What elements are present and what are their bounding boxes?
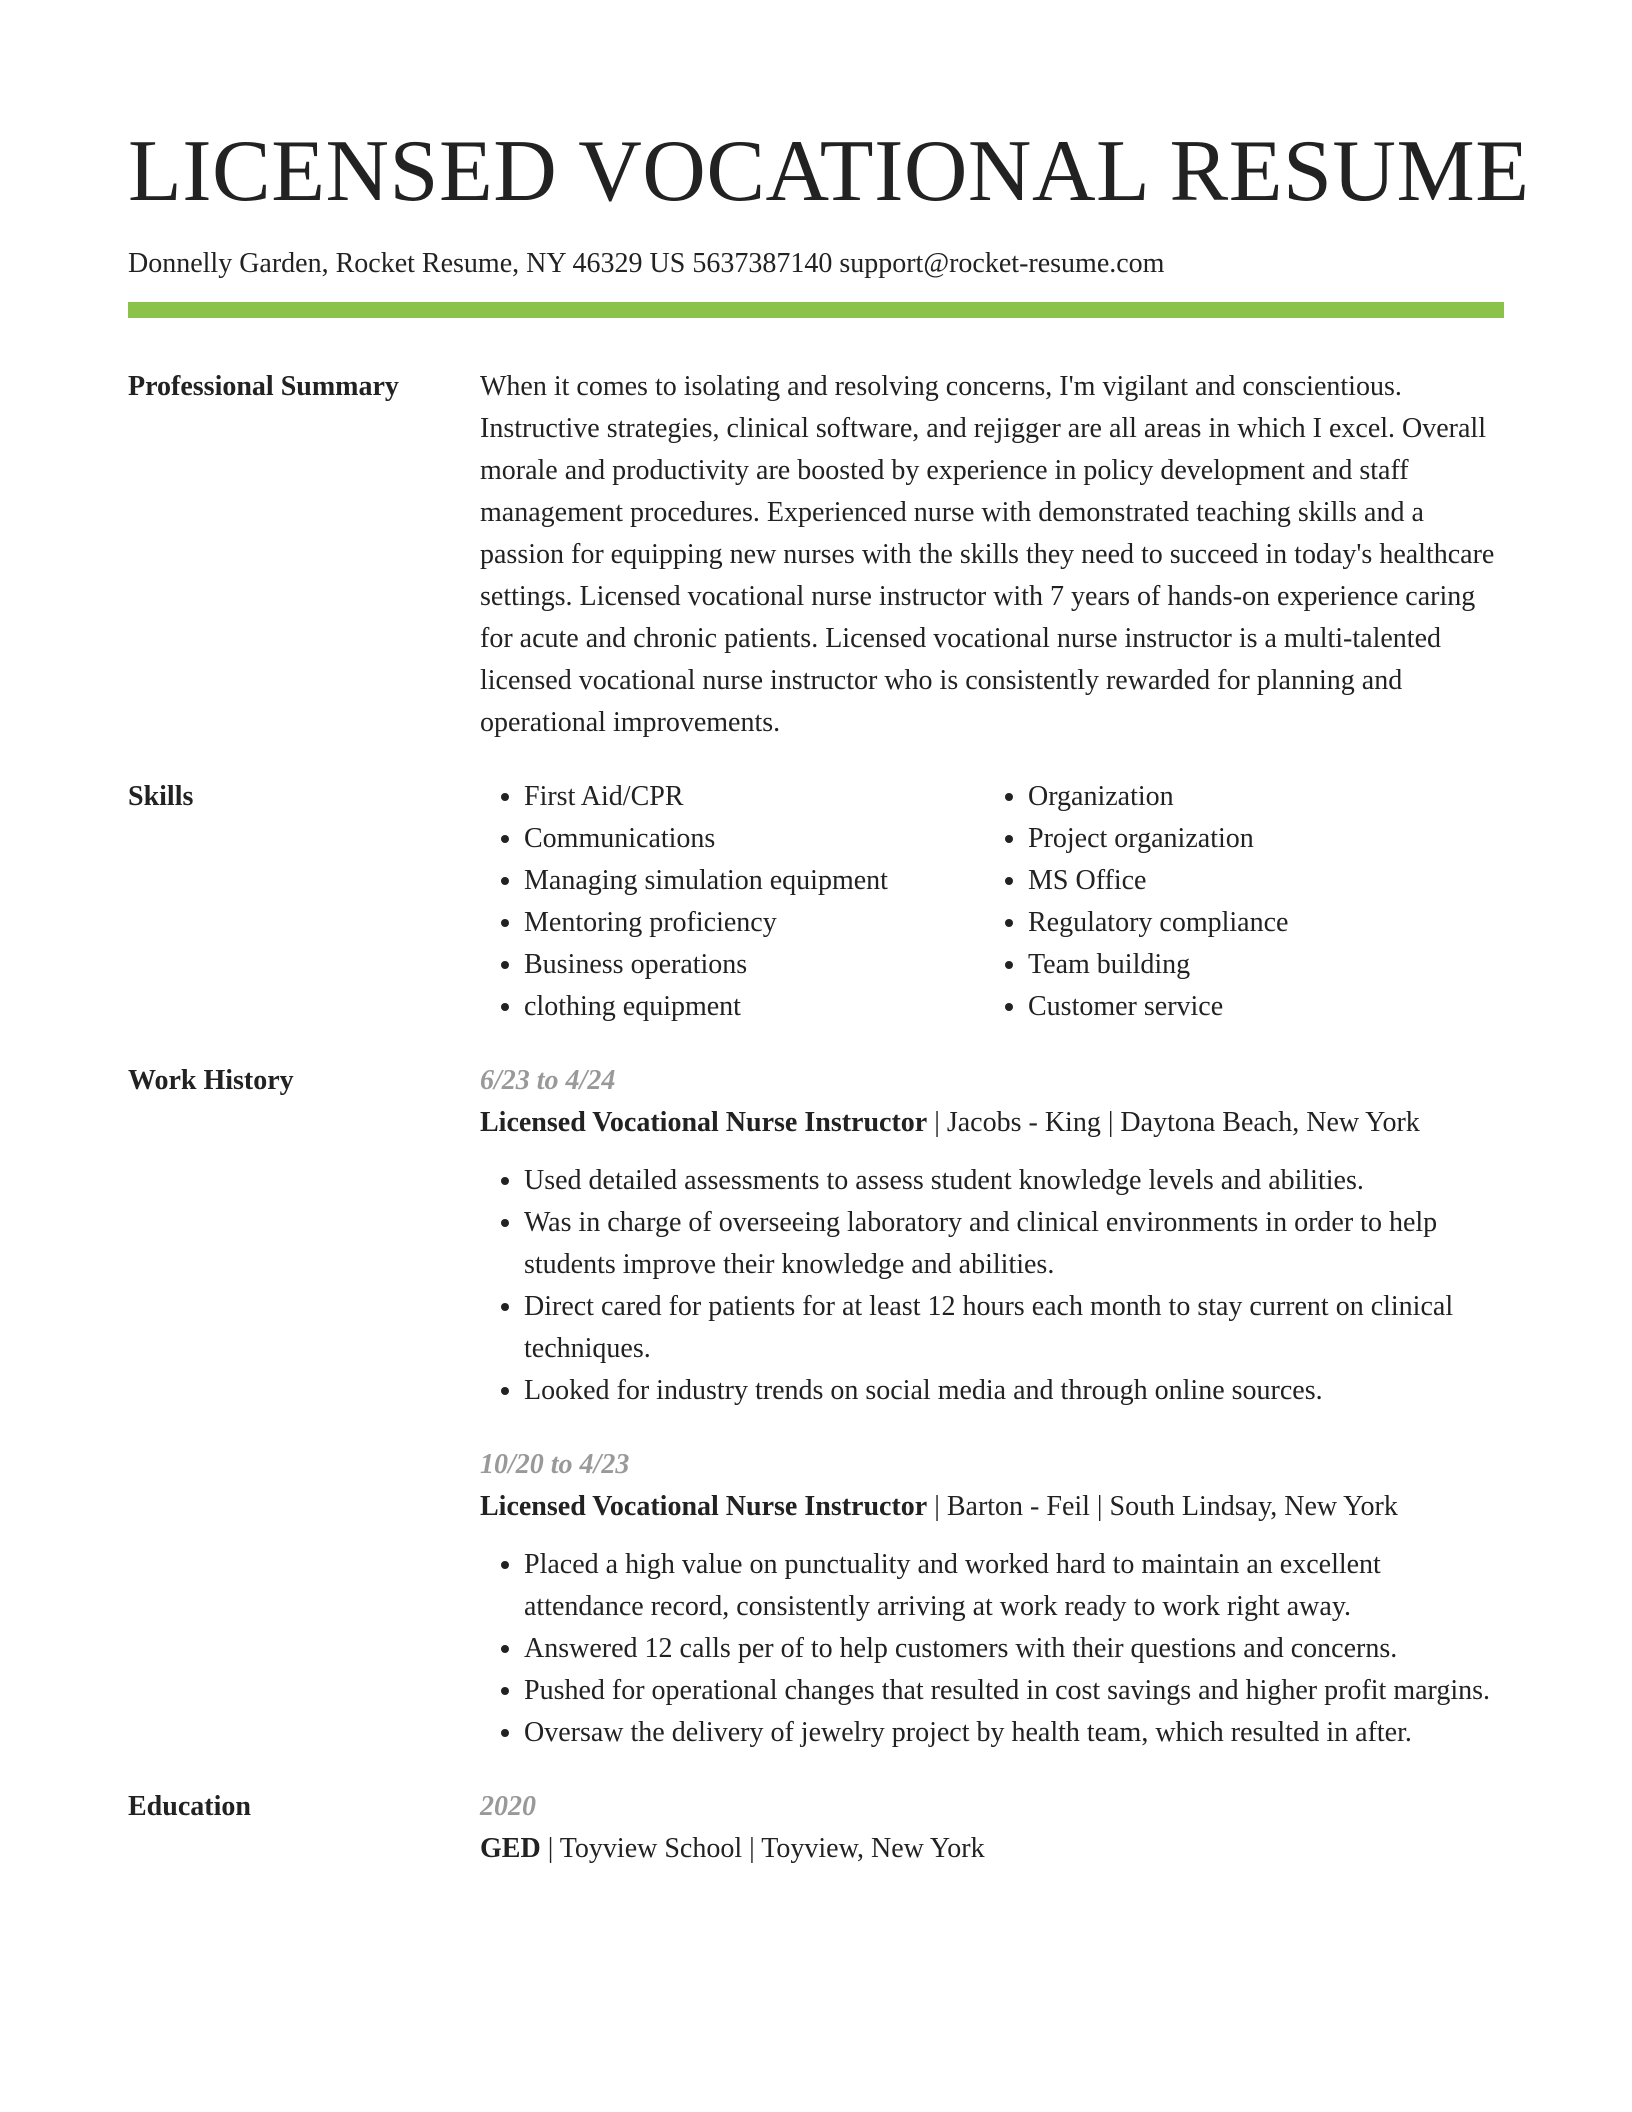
skill-item: • Customer service <box>1028 986 1488 1028</box>
education-body <box>480 1786 1504 1870</box>
job-bullet: • Placed a high value on punctuality and worked hard to maintain an excellent attendance record, consistently arriving at work ready to work right away. <box>524 1544 1504 1628</box>
skill-item: • Mentoring proficiency <box>524 902 984 944</box>
work-history-body <box>480 1060 1504 1754</box>
section-label-summary: Professional Summary <box>128 371 399 402</box>
education-section <box>128 1786 1504 1870</box>
job-entry <box>480 1444 1504 1754</box>
education-degree: GED <box>480 1833 541 1864</box>
skill-item: • First Aid/CPR <box>524 776 984 818</box>
summary-text: When it comes to isolating and resolving concerns, I'm vigilant and conscientious. Instructive strategies, clinical software, and rejigger are all areas in which I excel. Overall morale and productivity are boosted by experience in policy development and staff management procedures. Experienced nurse with demonstrated teaching skills and a passion for equipping new nurses with the skills they need to succeed in today's healthcare settings. Licensed vocational nurse instructor with 7 years of hands-on experience caring for acute and chronic patients. Licensed vocational nurse instructor is a multi-talented licensed vocational nurse instructor who is consistently rewarded for planning and operational improvements. <box>480 371 1495 738</box>
summary-section <box>128 366 1504 744</box>
contact-line: Donnelly Garden, Rocket Resume, NY 46329 US 5637387140 support@rocket-resume.com <box>128 248 1165 279</box>
skill-item: • Regulatory compliance <box>1028 902 1488 944</box>
section-label-education: Education <box>128 1791 251 1822</box>
job-bullet: • Oversaw the delivery of jewelry project by health team, which resulted in after. <box>524 1712 1504 1754</box>
job-bullet: • Used detailed assessments to assess student knowledge levels and abilities. <box>524 1160 1504 1202</box>
skills-column-right <box>984 776 1488 1028</box>
skill-item: • Team building <box>1028 944 1488 986</box>
job-title: Licensed Vocational Nurse Instructor <box>480 1107 928 1138</box>
skills-column-left <box>480 776 984 1028</box>
skill-item: • Managing simulation equipment <box>524 860 984 902</box>
summary-body <box>480 366 1504 744</box>
education-date: 2020 <box>480 1791 536 1822</box>
job-entry <box>480 1060 1504 1412</box>
job-details: | Jacobs - King | Daytona Beach, New York <box>927 1107 1420 1138</box>
job-title: Licensed Vocational Nurse Instructor <box>480 1491 928 1522</box>
job-bullets <box>480 1160 1504 1412</box>
job-heading <box>480 1486 1504 1528</box>
job-date: 10/20 to 4/23 <box>480 1449 630 1480</box>
resume-title: LICENSED VOCATIONAL RESUME <box>128 123 1530 220</box>
job-date: 6/23 to 4/24 <box>480 1065 616 1096</box>
job-bullet: • Answered 12 calls per of to help customers with their questions and concerns. <box>524 1628 1504 1670</box>
accent-divider <box>128 302 1504 318</box>
job-bullet: • Was in charge of overseeing laboratory and clinical environments in order to help students improve their knowledge and abilities. <box>524 1202 1504 1286</box>
resume-page <box>128 120 1530 1870</box>
education-details: | Toyview School | Toyview, New York <box>540 1833 985 1864</box>
job-bullet: • Direct cared for patients for at least 12 hours each month to stay current on clinical techniques. <box>524 1286 1504 1370</box>
skill-item: • clothing equipment <box>524 986 984 1028</box>
job-bullet: • Looked for industry trends on social media and through online sources. <box>524 1370 1504 1412</box>
section-label-skills: Skills <box>128 781 194 812</box>
job-details: | Barton - Feil | South Lindsay, New York <box>927 1491 1398 1522</box>
job-bullets <box>480 1544 1504 1754</box>
section-label-work: Work History <box>128 1065 294 1096</box>
work-history-section <box>128 1060 1504 1754</box>
skill-item: • Organization <box>1028 776 1488 818</box>
skill-item: • MS Office <box>1028 860 1488 902</box>
education-heading <box>480 1828 1504 1870</box>
skill-item: • Business operations <box>524 944 984 986</box>
skills-section <box>128 776 1504 1028</box>
job-bullet: • Pushed for operational changes that resulted in cost savings and higher profit margins. <box>524 1670 1504 1712</box>
job-heading <box>480 1102 1504 1144</box>
skills-grid <box>480 776 1504 1028</box>
skill-item: • Communications <box>524 818 984 860</box>
skill-item: • Project organization <box>1028 818 1488 860</box>
